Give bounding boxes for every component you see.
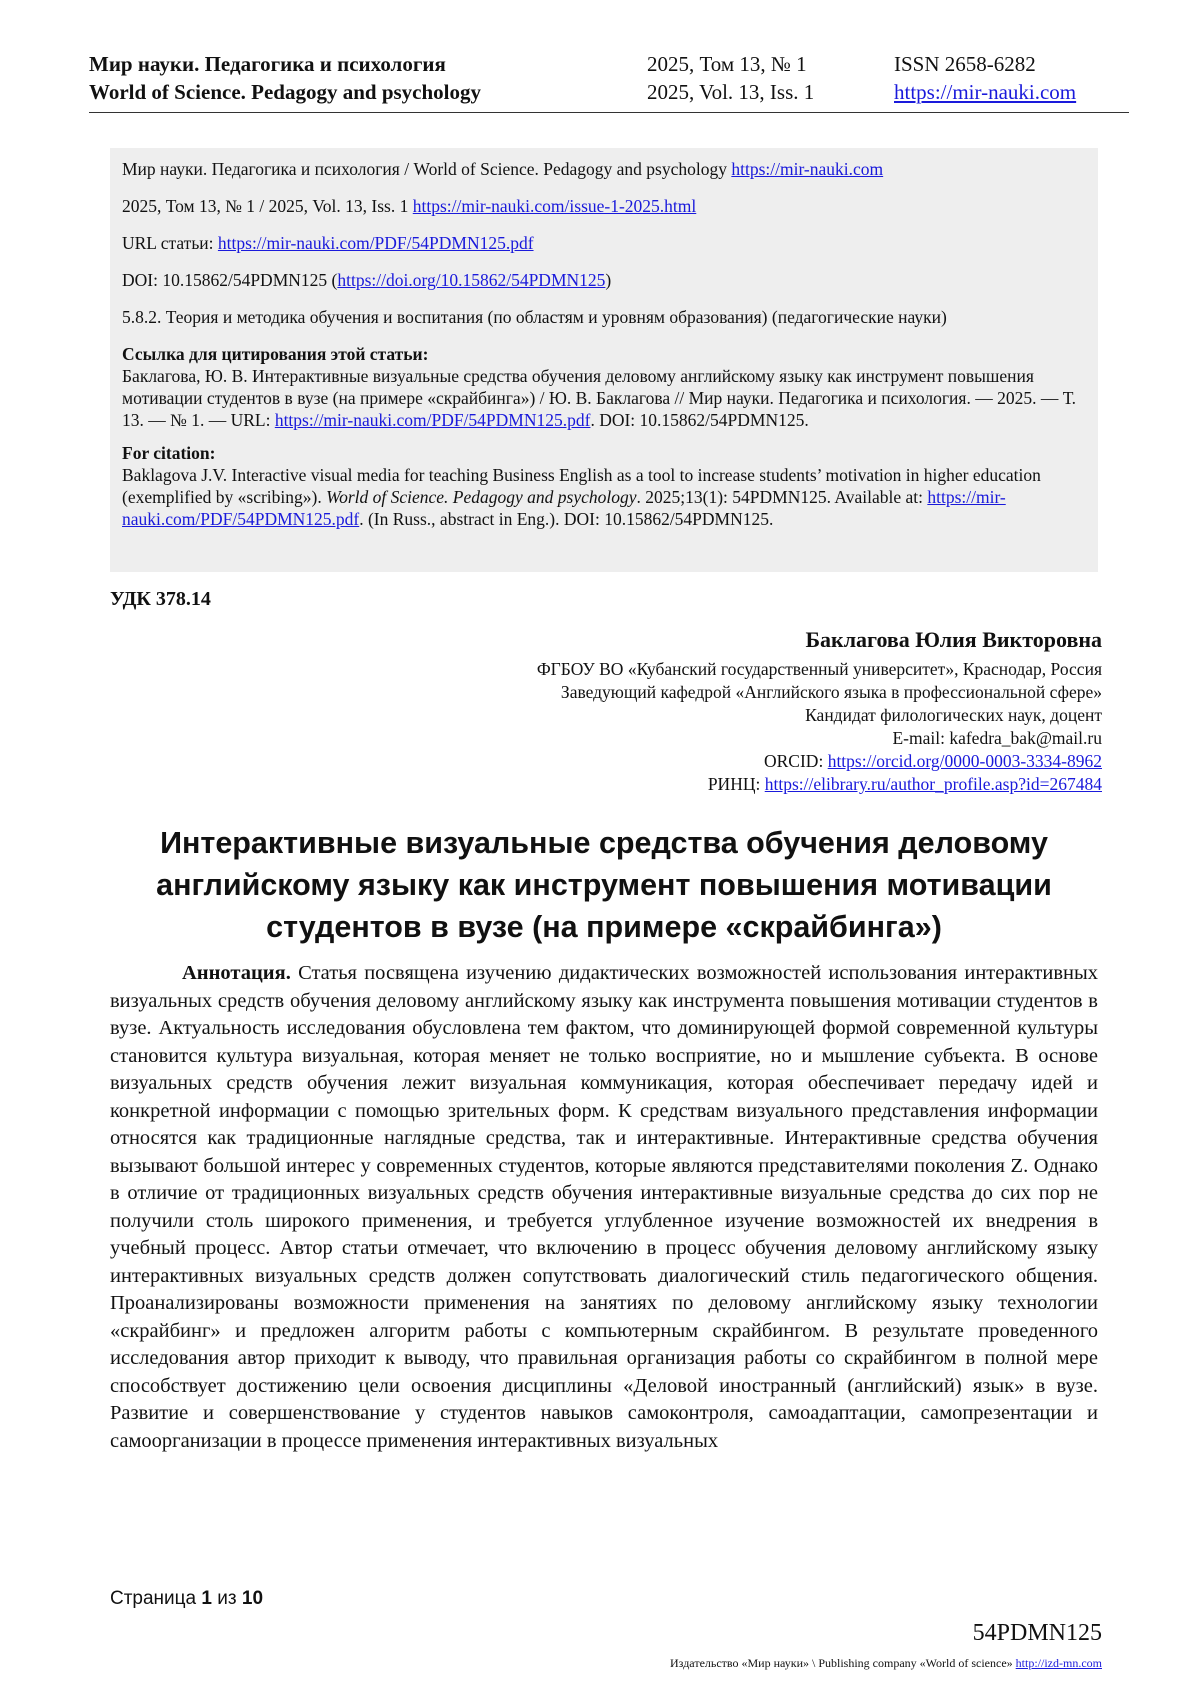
info-journal-line: Мир науки. Педагогика и психология / World of Science. Pedagogy and psychology https://mir-nauki.com [122, 159, 884, 179]
issue-ru: 2025, Том 13, № 1 [647, 52, 807, 76]
author-degree: Кандидат филологических наук, доцент [805, 705, 1102, 725]
citation-ru-heading: Ссылка для цитирования этой статьи: [122, 344, 429, 364]
doi-link[interactable]: https://doi.org/10.15862/54PDMN125 [337, 270, 606, 290]
header-issn [894, 50, 1076, 106]
header-divider [89, 112, 1129, 113]
abstract [110, 960, 1098, 1455]
author-block [302, 625, 1102, 796]
citation-en: For citation: Baklagova J.V. Interactive visual media for teaching Business English as a tool to increase students’ motivation in higher education (exemplified by «scribing»). World of Science. Pedagogy and psychology. 2025;13(1): 54PDMN125. Available at: https://mir-nauki.com/PDF/54PDMN125.pdf. (In Russ., abstract in Eng.). DOI: 10.15862/54PDMN125. [122, 443, 1041, 529]
journal-name-en: World of Science. Pedagogy and psychology [89, 80, 482, 104]
author-position: Заведующий кафедрой «Английского языка в профессиональной сфере» [560, 682, 1102, 702]
info-doi-line: DOI: 10.15862/54PDMN125 (https://doi.org/10.15862/54PDMN125) [122, 270, 612, 290]
publisher-link[interactable]: http://izd-mn.com [1015, 1656, 1102, 1670]
header-journal-title [89, 50, 481, 106]
issue-link[interactable]: https://mir-nauki.com/issue-1-2025.html [412, 196, 697, 216]
article-url-link[interactable]: https://mir-nauki.com/PDF/54PDMN125.pdf [217, 233, 534, 253]
running-header [89, 50, 1129, 110]
article-info-box [110, 148, 1098, 572]
article-title: Интерактивные визуальные средства обучения деловому английскому языку как инструмент повышения мотивации студентов в вузе (на примере «скрайбинга») [156, 826, 1052, 944]
author-name: Баклагова Юлия Викторовна [805, 627, 1102, 652]
citation-en-link[interactable]: https://mir-nauki.com/PDF/54PDMN125.pdf [122, 487, 1006, 529]
citation-ru-link[interactable]: https://mir-nauki.com/PDF/54PDMN125.pdf [274, 410, 591, 430]
publisher-line: Издательство «Мир науки» \ Publishing company «World of science» http://izd-mn.com [670, 1656, 1102, 1670]
issue-en: 2025, Vol. 13, Iss. 1 [647, 80, 815, 104]
citation-ru: Ссылка для цитирования этой статьи: Баклагова, Ю. В. Интерактивные визуальные средства обучения деловому английскому языку как инструмент повышения мотивации студентов в вузе (на примере «скрайбинга») / Ю. В. Баклагова // Мир науки. Педагогика и психология. — 2025. — Т. 13. — № 1. — URL: https://mir-nauki.com/PDF/54PDMN125.pdf. DOI: 10.15862/54PDMN125. [122, 344, 1077, 430]
journal-link[interactable]: https://mir-nauki.com [731, 159, 884, 179]
issn: ISSN 2658-6282 [894, 52, 1036, 76]
info-specialty-line: 5.8.2. Теория и методика обучения и воспитания (по областям и уровням образования) (педагогические науки) [122, 307, 947, 327]
author-email: E-mail: kafedra_bak@mail.ru [892, 728, 1102, 748]
author-affiliation: ФГБОУ ВО «Кубанский государственный университет», Краснодар, Россия [536, 659, 1102, 679]
site-link[interactable]: https://mir-nauki.com [894, 80, 1077, 104]
journal-name-ru: Мир науки. Педагогика и психология [89, 52, 446, 76]
udk-code: УДК 378.14 [110, 588, 211, 610]
rinc-link[interactable]: https://elibrary.ru/author_profile.asp?id=267484 [764, 774, 1102, 794]
orcid-link[interactable]: https://orcid.org/0000-0003-3334-8962 [827, 751, 1102, 771]
info-url-line: URL статьи: https://mir-nauki.com/PDF/54PDMN125.pdf [122, 233, 534, 253]
info-issue-line: 2025, Том 13, № 1 / 2025, Vol. 13, Iss. 1 https://mir-nauki.com/issue-1-2025.html [122, 196, 697, 216]
author-rinc: РИНЦ: https://elibrary.ru/author_profile.asp?id=267484 [707, 774, 1102, 794]
abstract-label: Аннотация. [182, 962, 291, 984]
abstract-text: Статья посвящена изучению дидактических возможностей использования интерактивных визуальных средств обучения деловому английскому языку как инструмента повышения мотивации студентов в вузе. Актуальность исследования обусловлена тем фактом, что доминирующей формой современной культуры становится культура визуальная, которая меняет не только восприятие, но и мышление субъекта. В основе визуальных средств обучения лежит визуальная коммуникация, которая обеспечивает передачу идей и конкретной информации с помощью зрительных форм. К средствам визуального представления информации относятся как традиционные наглядные средства, так и интерактивные. Интерактивные средства обучения вызывают большой интерес у современных студентов, которые являются представителями поколения Z. Однако в отличие от традиционных визуальных средств обучения интерактивные визуальные средства до сих пор не получили столь широкого применения, и требуется углубленное изучение возможностей их внедрения в учебный процесс. Автор статьи отмечает, что включению в процесс обучения деловому английскому языку интерактивных визуальных средств должен сопутствовать диалогический стиль педагогического общения. Проанализированы возможности применения на занятиях по деловому английскому языку технологии «скрайбинг» и предложен алгоритм работы с компьютерным скрайбингом. В результате проведенного исследования автор приходит к выводу, что правильная организация работы со скрайбингом в полной мере способствует достижению цели освоения дисциплины «Деловой иностранный (английский) язык» в вузе. Развитие и совершенствование у студентов навыков самоконтроля, самоадаптации, самопрезентации и самоорганизации в процессе применения интерактивных визуальных [110, 962, 1098, 1452]
header-issue [647, 50, 814, 106]
author-orcid: ORCID: https://orcid.org/0000-0003-3334-8962 [764, 751, 1102, 771]
citation-en-heading: For citation: [122, 443, 216, 463]
page-number: Страница 1 из 10 [110, 1588, 264, 1609]
article-code: 54PDMN125 [972, 1620, 1102, 1646]
